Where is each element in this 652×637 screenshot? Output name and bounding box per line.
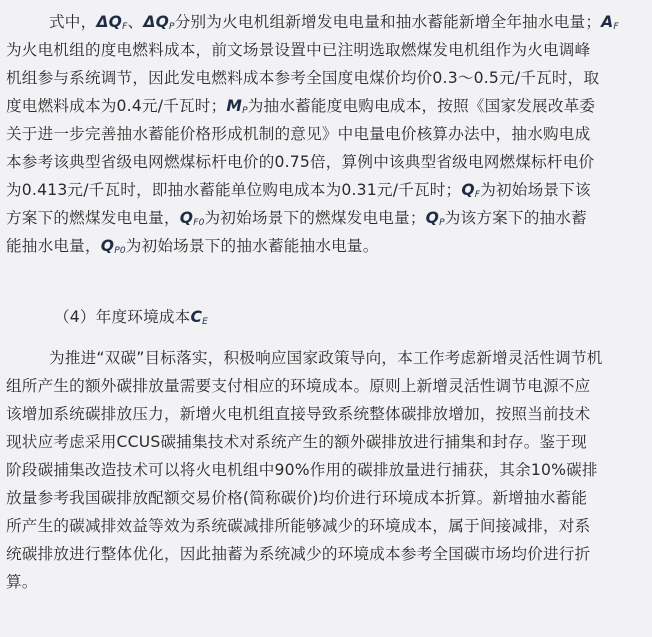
section-heading — [6, 303, 646, 331]
heading-line — [6, 303, 646, 331]
subscript: E — [202, 317, 209, 327]
text-run: 能抽水电量， — [6, 237, 101, 255]
text-run: 为该方案下的抽水蓄 — [444, 209, 587, 227]
text-line — [6, 176, 646, 204]
text-line: 算。 — [6, 573, 38, 591]
text-run: 方案下的燃煤发电电量， — [6, 209, 180, 227]
text-line — [6, 92, 646, 120]
text-line: 现状应考虑采用CCUS碳捕集技术对系统产生的额外碳排放进行捕集和封存。鉴于现 — [6, 433, 587, 451]
text-line: 组所产生的额外碳排放量需要支付相应的环境成本。原则上新增灵活性调节电源不应 — [6, 377, 591, 395]
subscript: P0 — [114, 246, 126, 256]
text-run: 、 — [127, 13, 144, 31]
symbol-delta-q: ΔQ — [143, 13, 170, 31]
text-line: 关于进一步完善抽水蓄能价格形成机制的意见》中电量电价核算办法中，抽水购电成 — [6, 125, 591, 143]
subscript: F — [474, 190, 481, 200]
symbol-a: A — [601, 13, 614, 31]
text-run: 式中， — [49, 13, 97, 31]
symbol-q: Q — [425, 209, 440, 227]
text-line — [6, 232, 646, 260]
text-line — [6, 204, 646, 232]
text-line: 阶段碳捕集改造技术可以将火电机组中90%作用的碳排放量进行捕获，其余10%碳排 — [6, 461, 598, 479]
symbol-q: Q — [100, 237, 115, 255]
subscript: F0 — [193, 218, 205, 228]
text-line: 为火电机组的度电燃料成本，前文场景设置中已注明选取燃煤发电机组作为火电调峰 — [6, 41, 591, 59]
text-line: 统碳排放进行整体优化，因此抽蓄为系统减少的环境成本参考全国碳市场均价进行折 — [6, 545, 591, 563]
text-line: 放量参考我国碳排放配额交易价格(简称碳价)均价进行环境成本折算。新增抽水蓄能 — [6, 489, 588, 507]
symbol-c: C — [190, 308, 203, 326]
text-line: 为推进“双碳”目标落实，积极响应国家政策导向，本工作考虑新增灵活性调节机 — [49, 349, 603, 367]
text-run: 为0.413元/千瓦时，即抽水蓄能单位购电成本为0.31元/千瓦时； — [6, 181, 462, 199]
subscript: F — [613, 22, 619, 32]
subscript: P — [169, 22, 175, 32]
text-run: 为抽水蓄能度电购电成本，按照《国家发展改革委 — [247, 97, 596, 115]
symbol-m: M — [226, 97, 243, 115]
text-run: 为初始场景下的燃煤发电电量； — [204, 209, 426, 227]
text-line: 所产生的碳减排效益等效为系统碳减排所能够减少的环境成本，属于间接减排，对系 — [6, 517, 591, 535]
symbol-delta-q: ΔQ — [96, 13, 123, 31]
text-line — [6, 8, 646, 36]
text-run: 度电燃料成本为0.4元/千瓦时； — [6, 97, 227, 115]
heading-text: （4）年度环境成本 — [54, 308, 191, 326]
text-run: 为初始场景下该 — [480, 181, 591, 199]
subscript: P — [439, 218, 445, 228]
paragraph-environment-cost — [6, 344, 646, 596]
text-line: 该增加系统碳排放压力，新增火电机组直接导致系统整体碳排放增加，按照当前技术 — [6, 405, 591, 423]
text-line: 本参考该典型省级电网燃煤标杆电价的0.75倍，算例中该典型省级电网燃煤标杆电价 — [6, 153, 595, 171]
text-line: 机组参与系统调节，因此发电燃料成本参考全国度电煤价均价0.3～0.5元/千瓦时，取 — [6, 69, 600, 87]
text-run: 为初始场景下的抽水蓄能抽水电量。 — [125, 237, 379, 255]
paragraph-variable-definitions — [6, 8, 646, 260]
subscript: F — [122, 22, 128, 32]
subscript: P — [242, 106, 248, 116]
symbol-q: Q — [461, 181, 475, 199]
symbol-q: Q — [179, 209, 194, 227]
text-run: 分别为火电机组新增发电电量和抽水蓄能新增全年抽水电量； — [174, 13, 602, 31]
